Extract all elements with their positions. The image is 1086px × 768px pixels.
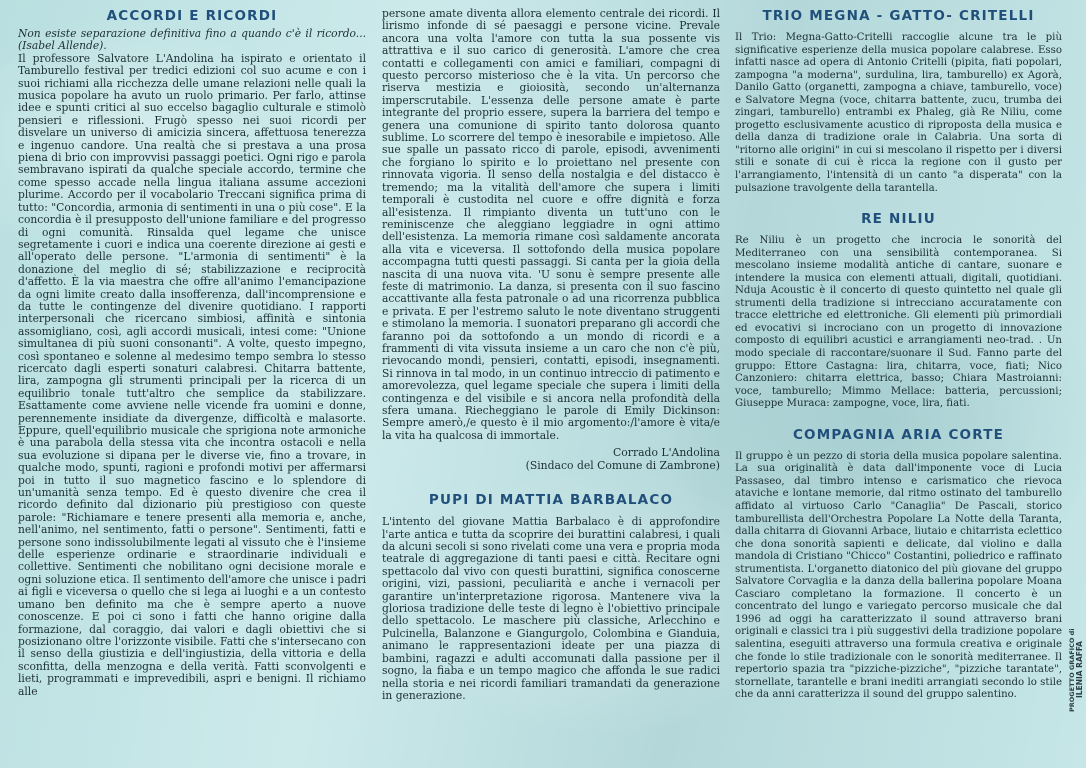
section-title-aria-corte: COMPAGNIA ARIA CORTE	[792, 426, 1005, 443]
body-text-pupi: L'intento del giovane Mattia Barbalaco è di approfondire l'arte antica e tutta da scoprire dei burattini calabresi, i quali da alcuni secoli si sono rivelati come una vera e propria moda teatrale di aggregazione di tanti paesi e città. Recitare ogni spettacolo dal vivo con questi burattini, significa conoscerne origini, vizi, passioni, peculiarità e anche i vernacoli per garantire un'interpretazione rigorosa. Mantenere viva la gloriosa tradizione delle teste di legno è l'obiettivo principale dello spettacolo. Le maschere più classiche, Arlecchino e Pulcinella, Balanzone e Giangurgolo, Colombina e Gianduia, animano le rappresentazioni ideate per una piazza di bambini, ragazzi e adulti accomunati dalla passione per il sogno, la fiaba e un tempo magico che affonda le sue radici nella storia e nei ricordi familiari tramandati da generazione in generazione.	[382, 515, 720, 702]
body-text-continuation: persone amate diventa allora elemento centrale dei ricordi. Il lirismo infonde di sé paesaggi e persone vicine. Prevale ancora una volta l'amore con tutta la sua possente vis attrattiva e il suo carico di generosità. L'amore che crea contatti e collegamenti con amici e familiari, compagni di questo percorso misterioso che è la vita. Un percorso che riserva mestizia e gioiosità, secondo un'alternanza imperscrutabile. L'essenza delle persone amate è parte integrante del proprio essere, supera la barriera del tempo e genera una comunione di spirito tanto dolorosa quanto sublime. Lo scorrere del tempo è inesorabile e impietoso. Alle sue spalle un passato ricco di parole, episodi, avvenimenti che forgiano lo spirito e lo proiettano nel presente con rinnovata vigoria. Il senso della nostalgia e del distacco è tremendo; ma la vitalità dell'amore che supera i limiti temporali è custodita nel cuore e offre dignità e forza all'esistenza. Il rimpianto diventa un tutt'uno con le reminiscenze che aleggiano leggiadre in ogni attimo dell'esistenza. La memoria rimane così saldamente ancorata alla vita e viceversa. Il sottofondo della musica popolare accompagna tutti questi passaggi. Si canta per la gioia della nascita di una nuova vita. 'U sonu è sempre presente alle feste di matrimonio. La danza, si presenta con il suo fascino accattivante alla festa patronale o ad una ricorrenza pubblica e privata. E per l'estremo saluto le note diventano struggenti e stimolano la memoria. I suonatori preparano gli accordi che faranno poi da sottofondo a un mondo di ricordi e a frammenti di vita vissuta insieme a un caro che non c'è più, rievocando mondi, pensieri, contatti, episodi, insegnamenti. Si rinnova in tal modo, in un continuo intreccio di patimento e amorevolezza, quel legame speciale che supera i limiti della contingenza e del visibile e si ancora nella profondità della sfera umana. Riecheggiano le parole di Emily Dickinson: Sempre amerò,/e questo è il mio argomento:/l'amore è vita/e la vita ha qualcosa di immortale.	[382, 8, 720, 442]
column-right	[735, 8, 1062, 764]
section-aria-corte	[735, 427, 1062, 702]
section-trio	[735, 8, 1062, 195]
section-pupi	[382, 492, 720, 702]
credit-line-1: PROGETTO GRAFICO di	[1068, 628, 1076, 712]
section-title-pupi: PUPI DI MATTIA BARBALACO	[428, 492, 674, 509]
column-left	[18, 8, 366, 764]
section-continuation	[382, 8, 720, 472]
signature	[382, 446, 720, 472]
design-credit	[1069, 590, 1083, 750]
body-text-re-niliu: Re Niliu è un progetto che incrocia le sonorità del Mediterraneo con una sensibilità contemporanea. Si mescolano insieme modalità antiche di cantare, suonare e intendere la musica con elementi attuali, digitali, quotidiani. Nduja Acoustic è il concerto di questo quintetto nel quale gli strumenti della tradizione si intrecciano accuratamente con tracce elettriche ed elettroniche. Gli elementi più primordiali ed evocativi si incrociano con un progetto di innovazione composto di equilibri acustici e arrangiamenti neo-trad. . Un modo speciale di raccontare/suonare il Sud. Fanno parte del gruppo: Ettore Castagna: lira, chitarra, voce, fiati; Nico Canzoniero: chitarra elettrica, basso; Chiara Mastroianni: voce, tamburello; Mimmo Mellace: batteria, percussioni; Giuseppe Muraca: zampogne, voce, lira, fiati.	[735, 235, 1062, 410]
body-text-trio: Il Trio: Megna-Gatto-Critelli raccoglie alcune tra le più significative esperienze della musica popolare calabrese. Esso infatti nasce ad opera di Antonio Critelli (pipita, fiati popolari, zampogna "a moderna", surdulina, lira, tamburello) ex Agorà, Danilo Gatto (organetti, zampogna a chiave, tamburello, voce) e Salvatore Megna (voce, chitarra battente, zucu, trumba dei zingari, tamburello) entrambi ex Phaleg, già Re Niliu, come progetto esclusivamente acustico di riproposta della musica e della danza di tradizione orale in Calabria. Una sorta di "ritorno alle origini" in cui si mescolano il rispetto per i diversi stili e sonate di cui è ricca la regione con il gusto per l'arrangiamento, l'intensità di un canto "a disperata" con la pulsazione travolgente della tarantella.	[735, 32, 1062, 194]
section-title-re-niliu: RE NILIU	[861, 211, 936, 228]
opening-quote: Non esiste separazione definitiva fino a quando c'è il ricordo... (Isabel Allende).	[18, 27, 366, 53]
signature-name: Corrado L'Andolina	[613, 446, 720, 460]
body-text-accordi: Il professore Salvatore L'Andolina ha ispirato e orientato il Tamburello festival per tredici edizioni col suo acume e con i suoi richiami alla ricchezza delle umane relazioni nelle quali la musica popolare ha avuto un ruolo primario. Per farlo, attinse idee e spunti critici al suo eccelso bagaglio culturale e stimolò pensieri e riflessioni. Frugò spesso nei suoi ricordi per disvelare un universo di amicizia sincera, affettuosa tenerezza e ingenuo candore. Una realtà che si prestava a una prosa piena di brio con improvvisi passaggi poetici. Ogni rigo e parola sembravano ispirati da qualche speciale accordo, termine che come spesso accade nella lingua italiana assume accezioni plurime. Accordo per il vocabolario Treccani significa prima di tutto: "Concordia, armonia di sentimenti in una o più cose". E la concordia è il presupposto dell'unione familiare e del progresso di ogni comunità. Rinsalda quel legame che unisce segretamente i cuori e indica una coerente direzione ai gesti e all'operato delle persone. "L'armonia di sentimenti" è la donazione del meglio di sé; stabilizzazione e reciprocità d'affetto. È la via maestra che offre all'animo l'emancipazione da ogni limite creato dalla insofferenza, dall'incomprensione e da tutte le contingenze del divenire quotidiano. I rapporti interpersonali che ricercano simbiosi, affinità e sintonia assomigliano, così, agli accordi musicali, intesi come: "Unione simultanea di più suoni consonanti". A volte, questo impegno, così spontaneo e solenne al medesimo tempo sembra lo stesso ricercato dagli esperti sonaturi calabresi. Chitarra battente, lira, zampogna gli strumenti principali per la ricerca di un equilibrio tonale tutt'altro che semplice da stabilizzare. Esattamente come avviene nelle vicende fra uomini e donne, perennemente insidiate da divergenze, difficoltà e malasorte. Eppure, quell'equilibrio musicale che sprigiona note armoniche è una parabola della stessa vita che incontra ostacoli e nella sua evoluzione si dipana per le diverse vie, fino a trovare, in qualche modo, spunti, ragioni e profondi motivi per affermarsi poi in tutto il suo magnetico fascino e lo splendore di un'umanità senza tempo. Ed è questo divenire che crea il ricordo definito dal dizionario più prestigioso con queste parole: "Richiamare e tenere presenti alla memoria e, anche, nell'animo, nel sentimento, fatti o persone". Sentimenti, fatti e persone sono indissolubilmente legati al vissuto che è l'insieme delle esperienze ordinarie e straordinarie individuali e collettive. Sentimenti che nobilitano ogni decisione morale e ogni soluzione etica. Il sentimento dell'amore che unisce i padri ai figli e viceversa o quello che si lega ai luoghi e a un contesto umano ben definito ma che è sempre aperto a nuove conoscenze. E poi ci sono i fatti che hanno origine dalla formazione, dal coraggio, dai valori e dagli obiettivi che si posizionano oltre l'orizzonte visibile. Fatti che s'intersecano con il senso della giustizia e dell'ingiustizia, della vittoria e della sconfitta, della menzogna e della verità. Fatti sconvolgenti e lieti, programmati e imprevedibili, aspri e benigni. Il richiamo alle	[18, 51, 366, 698]
section-title-accordi-e-ricordi: ACCORDI E RICORDI	[106, 8, 278, 24]
section-title-trio: TRIO MEGNA - GATTO- CRITELLI	[762, 8, 1035, 24]
body-text-aria-corte: Il gruppo è un pezzo di storia della musica popolare salentina. La sua originalità è data dall'imponente voce di Lucia Passaseo, dal timbro intenso e carismatico che rievoca ataviche e lontane memorie, dal ritmo ostinato del tamburello affidato al virtuoso Carlo "Canaglia" De Pascali, storico tamburellista dell'Orchestra Popolare La Notte della Taranta, dalla chitarra di Giovanni Arbace, liutaio e chitarrista eclettico che dona sonorità sapienti e delicate, dal violino e dalla mandola di Cristiano "Chicco" Costantini, poliedrico e raffinato strumentista. L'organetto diatonico del più giovane del gruppo Salvatore Corvaglia e la danza della ballerina popolare Moana Casciaro completano la formazione. Il concerto è un concentrato del lungo e variegato percorso musicale che dal 1996 ad oggi ha caratterizzato il sound attraverso brani originali e classici tra i più suggestivi della tradizione popolare salentina, eseguiti attraverso una formula creativa e originale che fonde lo stile tradizionale con le sonorità mediterranee. Il repertorio spazia tra "pizziche-pizziche", "pizziche tarantate", stornellate, tarantelle e brani inediti arrangiati secondo lo stile che da anni caratterizza il sound del gruppo salentino.	[735, 450, 1062, 701]
signature-role: (Sindaco del Comune di Zambrone)	[525, 459, 720, 473]
credit-line-2: ILENIA RAFFA	[1075, 641, 1084, 699]
section-re-niliu	[735, 211, 1062, 411]
column-middle	[382, 8, 720, 764]
